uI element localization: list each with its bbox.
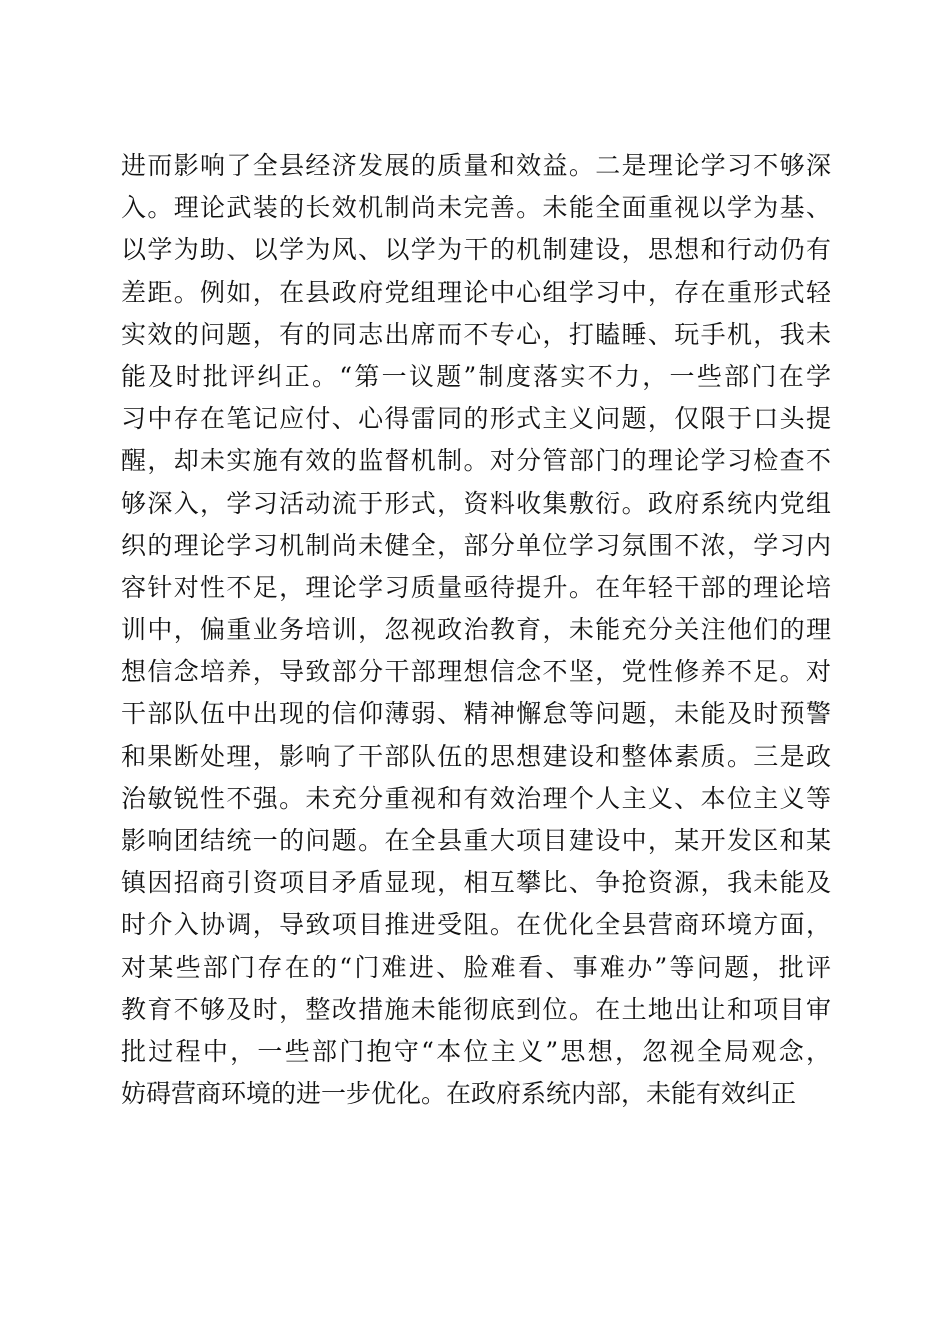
text-line: 差距。例如，在县政府党组理论中心组学习中，存在重形式轻 (121, 277, 831, 307)
text-line: 够深入，学习活动流于形式，资料收集敷衍。政府系统内党组 (121, 488, 831, 518)
text-line: 批过程中，一些部门抱守“本位主义”思想，忽视全局观念， (121, 1036, 831, 1066)
text-line: 实效的问题，有的同志出席而不专心，打瞌睡、玩手机，我未 (121, 319, 831, 349)
text-line: 习中存在笔记应付、心得雷同的形式主义问题，仅限于口头提 (121, 404, 831, 434)
text-line: 想信念培养，导致部分干部理想信念不坚，党性修养不足。对 (121, 657, 831, 687)
text-line: 入。理论武装的长效机制尚未完善。未能全面重视以学为基、 (121, 193, 831, 223)
text-line: 教育不够及时，整改措施未能彻底到位。在土地出让和项目审 (121, 994, 831, 1024)
text-line: 和果断处理，影响了干部队伍的思想建设和整体素质。三是政 (121, 741, 831, 771)
text-line: 影响团结统一的问题。在全县重大项目建设中，某开发区和某 (121, 826, 831, 855)
text-line: 容针对性不足，理论学习质量亟待提升。在年轻干部的理论培 (121, 572, 831, 602)
text-line: 时介入协调，导致项目推进受阻。在优化全县营商环境方面， (121, 910, 831, 940)
text-line: 醒，却未实施有效的监督机制。对分管部门的理论学习检查不 (121, 446, 831, 476)
text-line: 训中，偏重业务培训，忽视政治教育，未能充分关注他们的理 (121, 615, 831, 645)
text-line: 镇因招商引资项目矛盾显现，相互攀比、争抢资源，我未能及 (121, 868, 831, 898)
text-line: 妨碍营商环境的进一步优化。在政府系统内部，未能有效纠正 (121, 1079, 797, 1109)
text-line: 进而影响了全县经济发展的质量和效益。二是理论学习不够深 (121, 151, 831, 180)
text-line: 对某些部门存在的“门难进、脸难看、事难办”等问题，批评 (121, 952, 831, 982)
text-line: 以学为助、以学为风、以学为干的机制建设，思想和行动仍有 (121, 235, 831, 265)
text-line: 干部队伍中出现的信仰薄弱、精神懈怠等问题，未能及时预警 (121, 699, 831, 729)
text-line: 能及时批评纠正。“第一议题”制度落实不力，一些部门在学 (121, 361, 831, 391)
body-paragraph (121, 145, 831, 1115)
text-line: 织的理论学习机制尚未健全，部分单位学习氛围不浓，学习内 (121, 530, 831, 560)
text-line: 治敏锐性不强。未充分重视和有效治理个人主义、本位主义等 (121, 783, 831, 813)
